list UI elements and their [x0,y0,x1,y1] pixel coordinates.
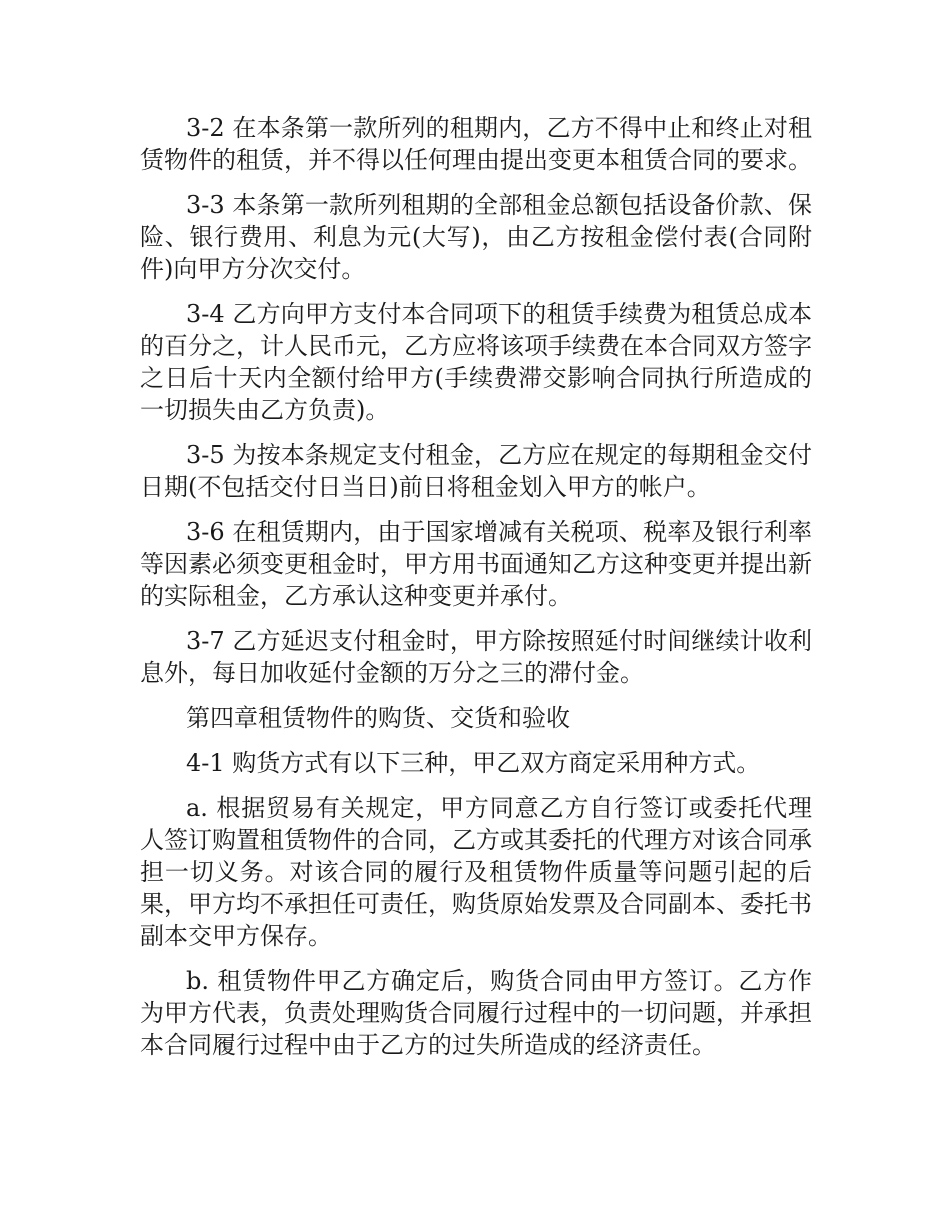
paragraph-4-1-a: a. 根据贸易有关规定，甲方同意乙方自行签订或委托代理人签订购置租赁物件的合同，乙方或其委托的代理方对该合同承担一切义务。对该合同的履行及租赁物件质量等问题引起的后果，甲方均不承担任可责任，购货原始发票及合同副本、委托书副本交甲方保存。 [140,794,812,950]
paragraph-3-3: 3-3 本条第一款所列租期的全部租金总额包括设备价款、保险、银行费用、利息为元(大写)，由乙方按租金偿付表(合同附件)向甲方分次交付。 [140,191,812,283]
paragraph-4-1-b: b. 租赁物件甲乙方确定后，购货合同由甲方签订。乙方作为甲方代表，负责处理购货合同履行过程中的一切问题，并承担本合同履行过程中由于乙方的过失所造成的经济责任。 [140,967,812,1059]
chapter-4-heading: 第四章租赁物件的购货、交货和验收 [186,704,570,732]
paragraph-3-2: 3-2 在本条第一款所列的租期内，乙方不得中止和终止对租赁物件的租赁，并不得以任何理由提出变更本租赁合同的要求。 [140,114,812,174]
paragraph-4-1: 4-1 购货方式有以下三种，甲乙双方商定采用种方式。 [186,749,761,777]
paragraph-3-6: 3-6 在租赁期内，由于国家增减有关税项、税率及银行利率等因素必须变更租金时，甲方用书面通知乙方这种变更并提出新的实际租金，乙方承认这种变更并承付。 [140,518,812,610]
paragraph-3-5: 3-5 为按本条规定支付租金，乙方应在规定的每期租金交付日期(不包括交付日当日)前日将租金划入甲方的帐户。 [140,441,812,501]
document-page [140,112,812,1074]
paragraph-3-4: 3-4 乙方向甲方支付本合同项下的租赁手续费为租赁总成本的百分之，计人民币元，乙方应将该项手续费在本合同双方签字之日后十天内全额付给甲方(手续费滞交影响合同执行所造成的一切损失由乙方负责)。 [140,300,812,424]
paragraph-3-7: 3-7 乙方延迟支付租金时，甲方除按照延付时间继续计收利息外，每日加收延付金额的万分之三的滞付金。 [140,627,812,687]
